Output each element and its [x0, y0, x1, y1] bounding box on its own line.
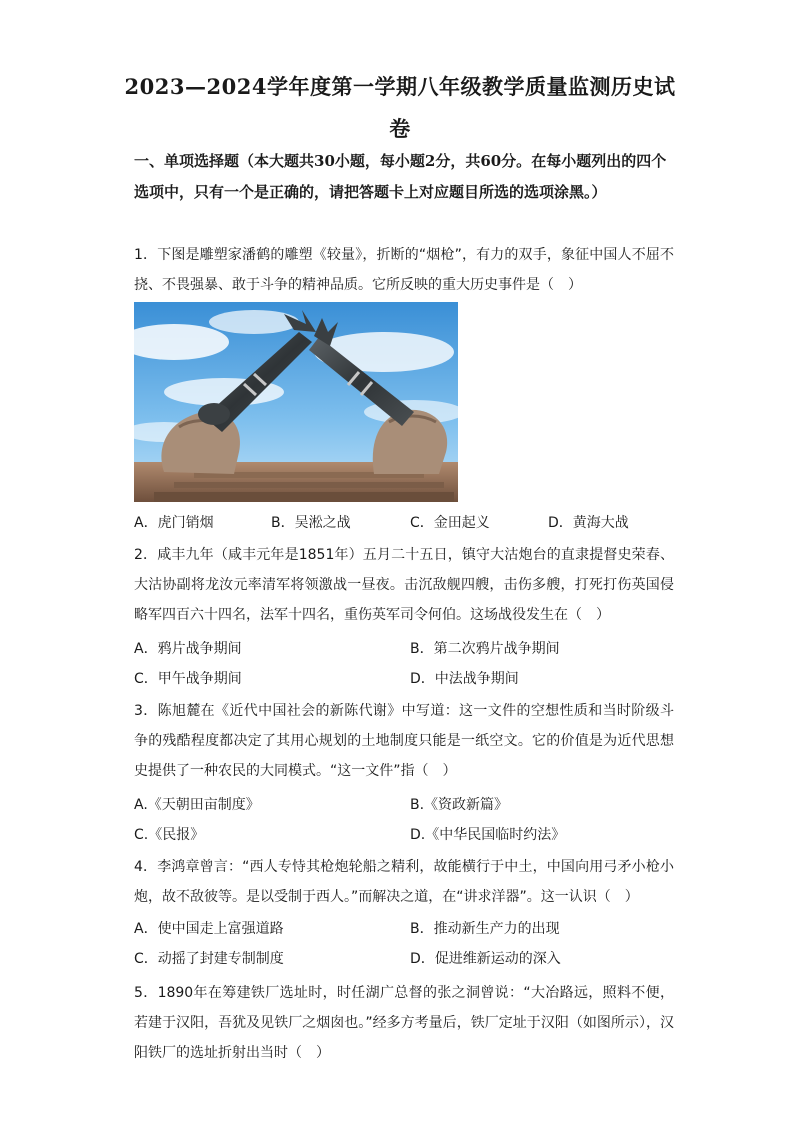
question-4-options — [134, 914, 674, 974]
sculpture-photo — [134, 302, 458, 502]
option-a[interactable]: A.《天朝田亩制度》 — [134, 797, 260, 813]
option-d[interactable]: D.《中华民国临时约法》 — [410, 827, 566, 843]
question-5-stem: 5．1890年在筹建铁厂选址时，时任湖广总督的张之洞曾说：“大冶路远，照料不便，若建于汉阳，吾犹及见铁厂之烟囱也。”经多方考量后，铁厂定址于汉阳（如图所示），汉阳铁厂的选址折射出当时（ ） — [134, 985, 674, 1061]
sculpture-illustration — [134, 302, 458, 502]
page-title: 2023—2024学年度第一学期八年级教学质量监测历史试卷 — [124, 74, 676, 141]
option-c[interactable]: C．甲午战争期间 — [134, 671, 242, 687]
section-heading: 一、单项选择题（本大题共30小题，每小题2分，共60分。在每小题列出的四个选项中，只有一个是正确的，请把答题卡上对应题目所选的选项涂黑。） — [134, 152, 667, 201]
option-d[interactable]: D．中法战争期间 — [410, 671, 519, 687]
question-1-stem: 1．下图是雕塑家潘鹤的雕塑《较量》，折断的“烟枪”，有力的双手，象征中国人不屈不挠、不畏强暴、敢于斗争的精神品质。它所反映的重大历史事件是（ ） — [134, 247, 674, 293]
option-a[interactable]: A．虎门销烟 — [134, 515, 214, 531]
option-c[interactable]: C.《民报》 — [134, 827, 205, 843]
option-b[interactable]: B．推动新生产力的出现 — [410, 921, 560, 937]
option-a[interactable]: A．使中国走上富强道路 — [134, 921, 284, 937]
question-3-options — [134, 790, 674, 850]
option-b[interactable]: B．吴淞之战 — [271, 515, 351, 531]
question-1-options — [134, 508, 674, 538]
option-d[interactable]: D．黄海大战 — [548, 515, 629, 531]
option-c[interactable]: C．动摇了封建专制制度 — [134, 951, 284, 967]
question-4-stem: 4．李鸿章曾言：“西人专恃其枪炮轮船之精利，故能横行于中土，中国向用弓矛小枪小炮，故不敌彼等。是以受制于西人。”而解决之道，在“讲求洋器”。这一认识（ ） — [134, 859, 674, 905]
question-2-options — [134, 634, 674, 694]
option-b[interactable]: B．第二次鸦片战争期间 — [410, 641, 560, 657]
question-3-stem: 3．陈旭麓在《近代中国社会的新陈代谢》中写道：这一文件的空想性质和当时阶级斗争的残酷程度都决定了其用心规划的土地制度只能是一纸空文。它的价值是为近代思想史提供了一种农民的大同模式。“这一文件”指（ ） — [134, 703, 674, 779]
option-d[interactable]: D．促进维新运动的深入 — [410, 951, 561, 967]
option-a[interactable]: A．鸦片战争期间 — [134, 641, 242, 657]
option-b[interactable]: B.《资政新篇》 — [410, 797, 509, 813]
question-2-stem: 2．咸丰九年（咸丰元年是1851年）五月二十五日，镇守大沽炮台的直隶提督史荣春、大沽协副将龙汝元率清军将领激战一昼夜。击沉敌舰四艘，击伤多艘，打死打伤英国侵略军四百六十四名，法军十四名，重伤英军司令何伯。这场战役发生在（ ） — [134, 547, 674, 623]
option-c[interactable]: C．金田起义 — [410, 515, 490, 531]
